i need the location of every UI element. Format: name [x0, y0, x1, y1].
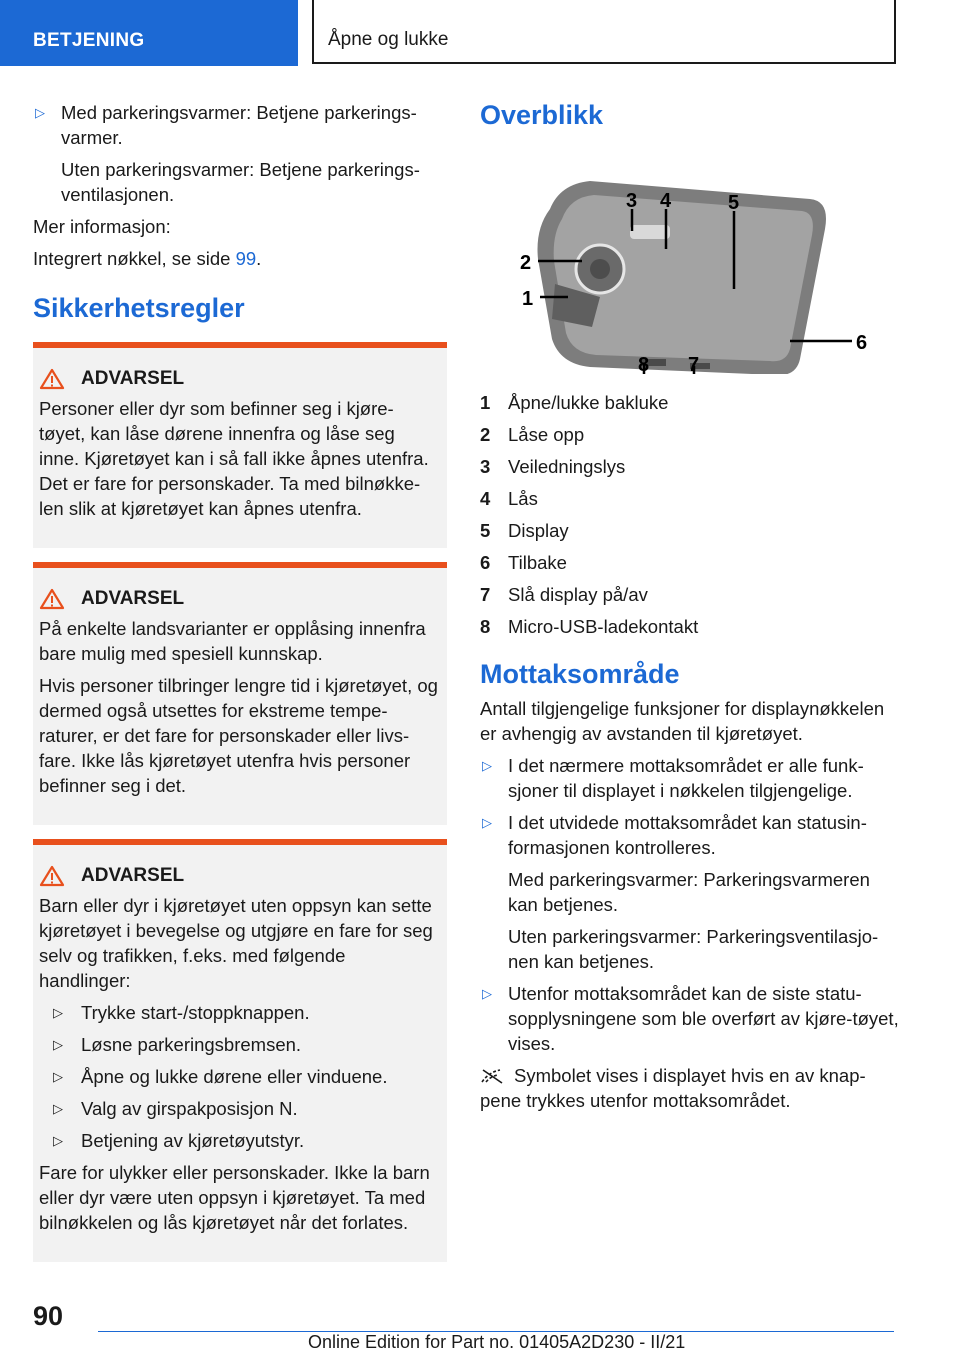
triangle-bullet-icon: ▷	[53, 1005, 63, 1020]
list-item: ▷ Valg av girspakposisjon N.	[53, 1098, 298, 1119]
list-item: ▷ Utenfor mottaksområdet kan de siste statu-sopplysningene som ble overført av kjøre-tøyet, vises.	[482, 983, 899, 1054]
integrated-key-ref: Integrert nøkkel, se side 99.	[33, 248, 262, 269]
triangle-bullet-icon: ▷	[35, 105, 45, 120]
legend-item: 6 Tilbake	[480, 552, 567, 573]
triangle-bullet-icon: ▷	[482, 815, 492, 830]
symbol-note: Symbolet vises i displayet hvis en av knap-pene trykkes utenfor mottaksområdet.	[480, 1065, 866, 1111]
list-item: ▷ Trykke start-/stoppknappen.	[53, 1002, 310, 1023]
callout-number: 5	[728, 192, 740, 214]
range-heading: Mottaksområde	[480, 659, 680, 689]
triangle-bullet-icon: ▷	[53, 1133, 63, 1148]
page-link[interactable]: 99	[235, 248, 257, 269]
callout-number: 1	[522, 288, 534, 310]
callout-number: 2	[520, 252, 532, 274]
legend-item: 3 Veiledningslys	[480, 456, 626, 477]
legend-item: 4 Lås	[480, 488, 538, 509]
out-of-range-signal-icon	[480, 1068, 506, 1084]
right-column	[480, 100, 900, 1120]
section-tab: BETJENING	[0, 0, 298, 66]
warning-box: ADVARSEL På enkelte landsvarianter er opplåsing innenfra bare mulig med spesiell kunnskap. Hvis personer tilbringer lengre tid i kjøretøyet, og dermed også utsettes for ekstreme tempe-raturer, er det fare for personskader eller livs-fare. Ikke lås kjøretøyet utenfra hvis personer befinner seg i det.	[33, 562, 447, 825]
left-column	[33, 100, 447, 1276]
warning-box: ADVARSEL Barn eller dyr i kjøretøyet uten oppsyn kan sette kjøretøyet i bevegelse og utgjøre en fare for seg selv og trafikken, f.eks. med følgende handlinger: ▷ Trykke start-/stoppknappen. ▷ Løsne parkeringsbremsen. ▷ Åpne og lukke dørene eller vinduene. ▷ Valg av girspakposisjon N. ▷ Betjening av kjøretøyutstyr. Fare for ulykker eller personskader. Ikke la barn eller dyr være uten oppsyn i kjøretøyet. Ta med bilnøkkelen og lås kjøretøyet når det forlates.	[33, 839, 447, 1262]
triangle-bullet-icon: ▷	[53, 1101, 63, 1116]
callout-number: 3	[626, 190, 638, 212]
display-key-illustration	[480, 149, 900, 374]
figure-legend	[480, 390, 900, 639]
overview-heading: Overblikk	[480, 100, 604, 130]
page-section-title: Åpne og lukke	[312, 0, 896, 64]
list-item: ▷ Med parkeringsvarmer: Betjene parkerings-varmer. Uten parkeringsvarmer: Betjene parkerings-ventilasjonen.	[35, 102, 420, 205]
display-key-figure	[480, 149, 900, 374]
list-item: ▷ I det utvidede mottaksområdet kan statusin-formasjonen kontrolleres. Med parkeringsvarmer: Parkeringsvarmeren kan betjenes. Uten parkeringsvarmer: Parkeringsventilasjo-nen kan betjenes.	[482, 812, 879, 972]
list-item: ▷ I det nærmere mottaksområdet er alle funk-sjoner til displayet i nøkkelen tilgjengelige.	[482, 755, 864, 801]
footer-edition: Online Edition for Part no. 01405A2D230 - II/21	[308, 1332, 686, 1352]
callout-number: 4	[660, 190, 672, 212]
list-item: ▷ Løsne parkeringsbremsen.	[53, 1034, 302, 1055]
more-info-label: Mer informasjon:	[33, 216, 171, 237]
callout-number: 8	[638, 354, 650, 374]
list-item: ▷ Betjening av kjøretøyutstyr.	[53, 1130, 305, 1151]
legend-item: 5 Display	[480, 520, 569, 541]
range-intro: Antall tilgjengelige funksjoner for displaynøkkelen er avhengig av avstanden til kjøretøyet.	[480, 698, 885, 744]
legend-item: 2 Låse opp	[480, 424, 585, 445]
page-number: 90	[33, 1301, 64, 1331]
safety-heading: Sikkerhetsregler	[33, 293, 245, 323]
legend-item: 1 Åpne/lukke bakluke	[480, 392, 669, 413]
warning-title: ADVARSEL	[81, 865, 185, 886]
triangle-bullet-icon: ▷	[482, 758, 492, 773]
legend-item: 7 Slå display på/av	[480, 584, 648, 605]
triangle-bullet-icon: ▷	[53, 1069, 63, 1084]
triangle-bullet-icon: ▷	[53, 1037, 63, 1052]
legend-item: 8 Micro-USB-ladekontakt	[480, 616, 699, 637]
warning-triangle-icon	[39, 588, 65, 610]
callout-number: 7	[688, 354, 700, 374]
triangle-bullet-icon: ▷	[482, 986, 492, 1001]
list-item: ▷ Åpne og lukke dørene eller vinduene.	[53, 1066, 388, 1087]
warning-title: ADVARSEL	[81, 588, 185, 609]
warning-title: ADVARSEL	[81, 368, 185, 389]
warning-box: ADVARSEL Personer eller dyr som befinner seg i kjøre-tøyet, kan låse dørene innenfra og låse seg inne. Kjøretøyet kan i så fall ikke åpnes utenfra. Det er fare for personskader. Ta med bilnøkke-len slik at kjøretøyet kan åpnes utenfra.	[33, 342, 447, 548]
callout-number: 6	[856, 332, 868, 354]
warning-triangle-icon	[39, 368, 65, 390]
warning-triangle-icon	[39, 865, 65, 887]
